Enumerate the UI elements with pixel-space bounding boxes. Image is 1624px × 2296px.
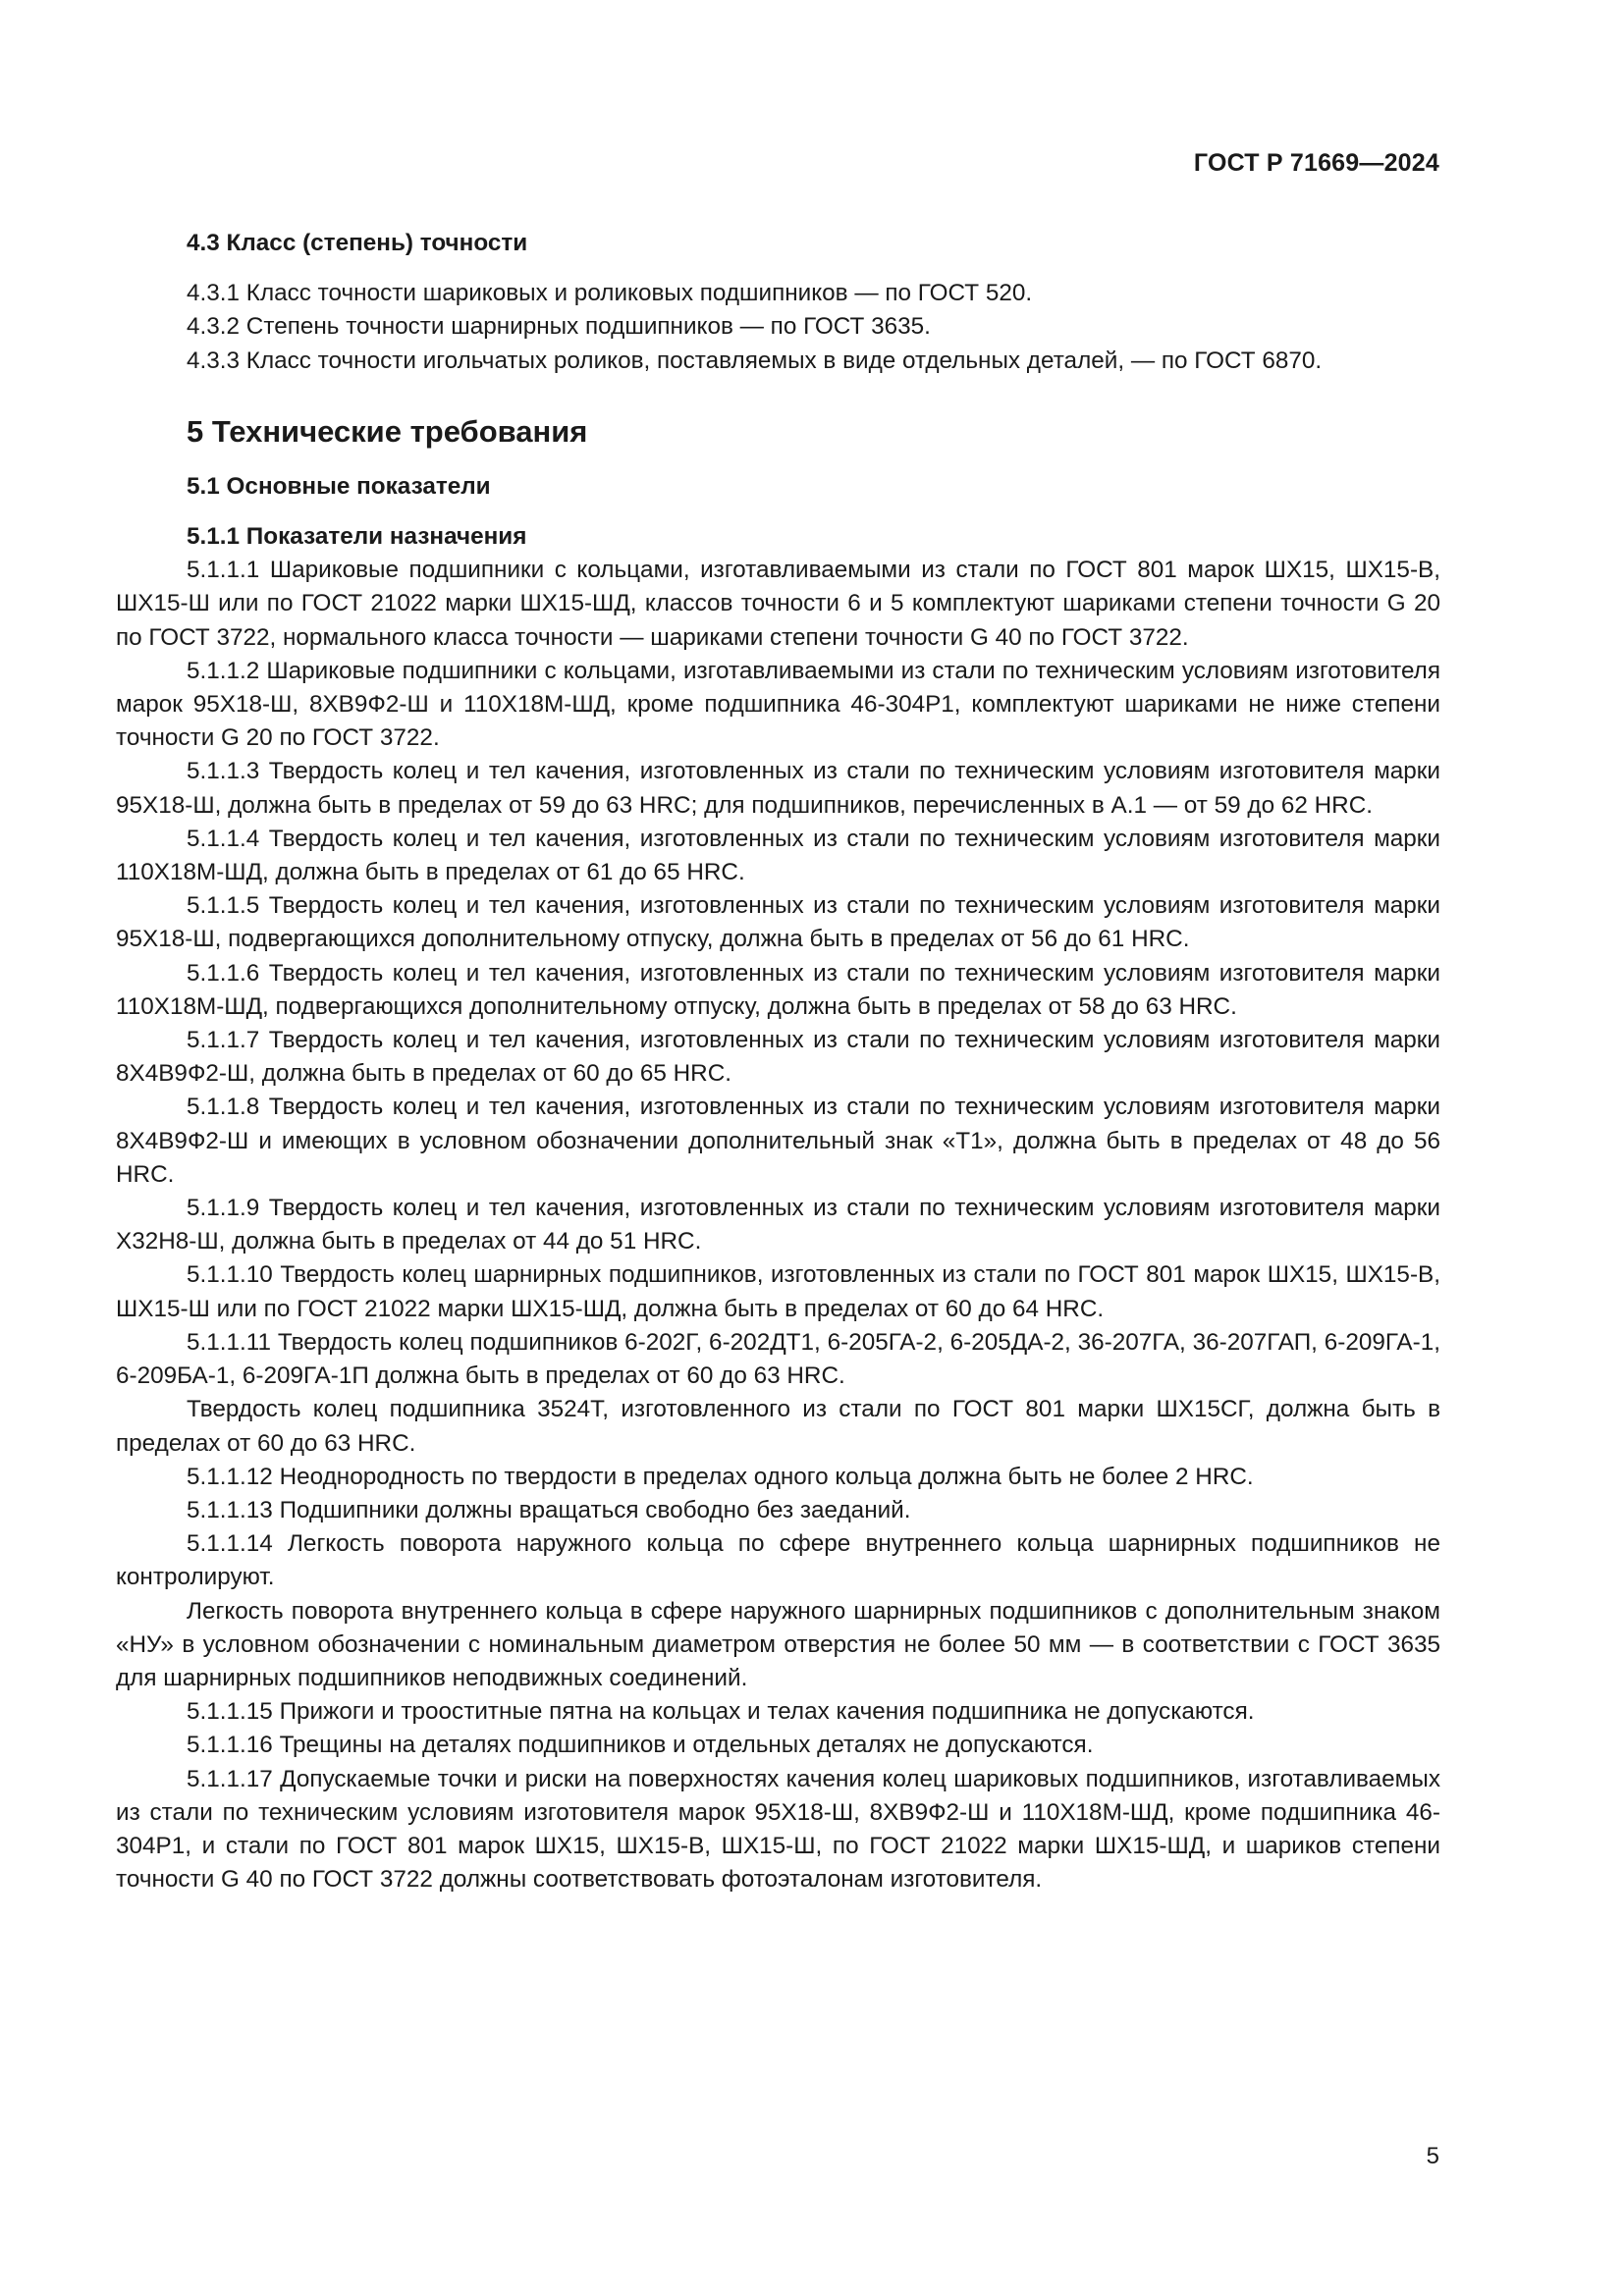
- paragraph-5-1-1-1: 5.1.1.1 Шариковые подшипники с кольцами, изготавливаемыми из стали по ГОСТ 801 марок ШХ15, ШХ15-В, ШХ15-Ш или по ГОСТ 21022 марки ШХ15-ШД, классов точности 6 и 5 комплектуют шариками степени точности G 20 по ГОСТ 3722, нормального класса точности — шариками степени точности G 40 по ГОСТ 3722.: [116, 557, 1440, 651]
- section-5-title: 5 Технические требования: [187, 413, 588, 449]
- paragraph-5-1-1-17: 5.1.1.17 Допускаемые точки и риски на поверхностях качения колец шариковых подшипников, изготавливаемых из стали по техническим условиям изготовителя марок 95Х18-Ш, 8ХВ9Ф2-Ш и 110Х18М-ШД, кроме подшипника 46-304Р1, и стали по ГОСТ 801 марок ШХ15, ШХ15-В, ШХ15-Ш, по ГОСТ 21022 марки ШХ15-ШД, и шариков степени точности G 40 по ГОСТ 3722 должны соответствовать фотоэталонам изготовителя.: [116, 1765, 1440, 1894]
- paragraph-5-1-1-12: 5.1.1.12 Неоднородность по твердости в пределах одного кольца должна быть не более 2 HRC.: [187, 1463, 1254, 1490]
- paragraph-4-3-2: 4.3.2 Степень точности шарнирных подшипников — по ГОСТ 3635.: [187, 313, 931, 341]
- paragraph-5-1-1-14-cont: Легкость поворота внутреннего кольца в сфере наружного шарнирных подшипников с дополнительным знаком «НУ» в условном обозначении с номинальным диаметром отверстия не более 50 мм — в соответствии с ГОСТ 3635 для шарнирных подшипников неподвижных соединений.: [116, 1597, 1440, 1691]
- section-4-3-title: 4.3 Класс (степень) точности: [187, 230, 528, 256]
- page-body: [116, 227, 1440, 1896]
- paragraph-4-3-3: 4.3.3 Класс точности игольчатых роликов, поставляемых в виде отдельных деталей, — по ГОСТ 6870.: [187, 347, 1323, 374]
- paragraph-4-3-1: 4.3.1 Класс точности шариковых и роликовых подшипников — по ГОСТ 520.: [187, 280, 1033, 307]
- paragraph-5-1-1-2: 5.1.1.2 Шариковые подшипники с кольцами, изготавливаемыми из стали по техническим условиям изготовителя марок 95Х18-Ш, 8ХВ9Ф2-Ш и 110Х18М-ШД, кроме подшипника 46-304Р1, комплектуют шариками не ниже степени точности G 20 по ГОСТ 3722.: [116, 657, 1440, 752]
- paragraph-5-1-1-15: 5.1.1.15 Прижоги и трооститные пятна на кольцах и телах качения подшипника не допускаются.: [187, 1698, 1255, 1726]
- paragraph-5-1-1-16: 5.1.1.16 Трещины на деталях подшипников и отдельных деталях не допускаются.: [187, 1732, 1094, 1759]
- paragraph-5-1-1-13: 5.1.1.13 Подшипники должны вращаться свободно без заеданий.: [187, 1496, 911, 1523]
- paragraph-5-1-1-5: 5.1.1.5 Твердость колец и тел качения, изготовленных из стали по техническим условиям изготовителя марки 95Х18-Ш, подвергающихся дополнительному отпуску, должна быть в пределах от 56 до 61 HRC.: [116, 892, 1440, 953]
- document-code: ГОСТ Р 71669—2024: [1193, 149, 1439, 177]
- paragraph-5-1-1-9: 5.1.1.9 Твердость колец и тел качения, изготовленных из стали по техническим условиям изготовителя марки Х32Н8-Ш, должна быть в пределах от 44 до 51 HRC.: [116, 1195, 1440, 1255]
- paragraph-5-1-1-11-cont: Твердость колец подшипника 3524Т, изготовленного из стали по ГОСТ 801 марки ШХ15СГ, должна быть в пределах от 60 до 63 HRC.: [116, 1396, 1440, 1457]
- paragraph-5-1-1-7: 5.1.1.7 Твердость колец и тел качения, изготовленных из стали по техническим условиям изготовителя марки 8Х4В9Ф2-Ш, должна быть в пределах от 60 до 65 HRC.: [116, 1027, 1440, 1088]
- paragraph-5-1-1-8: 5.1.1.8 Твердость колец и тел качения, изготовленных из стали по техническим условиям изготовителя марки 8Х4В9Ф2-Ш и имеющих в условном обозначении дополнительный знак «Т1», должна быть в пределах от 48 до 56 HRC.: [116, 1094, 1440, 1188]
- paragraph-5-1-1-10: 5.1.1.10 Твердость колец шарнирных подшипников, изготовленных из стали по ГОСТ 801 марок ШХ15, ШХ15-В, ШХ15-Ш или по ГОСТ 21022 марки ШХ15-ШД, должна быть в пределах от 60 до 64 HRC.: [116, 1261, 1440, 1322]
- paragraph-5-1-1-3: 5.1.1.3 Твердость колец и тел качения, изготовленных из стали по техническим условиям изготовителя марки 95Х18-Ш, должна быть в пределах от 59 до 63 HRC; для подшипников, перечисленных в А.1 — от 59 до 62 HRC.: [116, 758, 1440, 819]
- section-5-1-title: 5.1 Основные показатели: [187, 472, 491, 500]
- paragraph-5-1-1-6: 5.1.1.6 Твердость колец и тел качения, изготовленных из стали по техническим условиям изготовителя марки 110Х18М-ШД, подвергающихся дополнительному отпуску, должна быть в пределах от 58 до 63 HRC.: [116, 959, 1440, 1020]
- paragraph-5-1-1-4: 5.1.1.4 Твердость колец и тел качения, изготовленных из стали по техническим условиям изготовителя марки 110Х18М-ШД, должна быть в пределах от 61 до 65 HRC.: [116, 825, 1440, 886]
- paragraph-5-1-1-14: 5.1.1.14 Легкость поворота наружного кольца по сфере внутреннего кольца шарнирных подшипников не контролируют.: [116, 1530, 1440, 1591]
- section-5-1-1-title: 5.1.1 Показатели назначения: [187, 523, 527, 551]
- page-number: 5: [1426, 2143, 1439, 2169]
- paragraph-5-1-1-11: 5.1.1.11 Твердость колец подшипников 6-202Г, 6-202ДТ1, 6-205ГА-2, 6-205ДА-2, 36-207ГА, 36-207ГАП, 6-209ГА-1, 6-209БА-1, 6-209ГА-1П должна быть в пределах от 60 до 63 HRC.: [116, 1328, 1440, 1390]
